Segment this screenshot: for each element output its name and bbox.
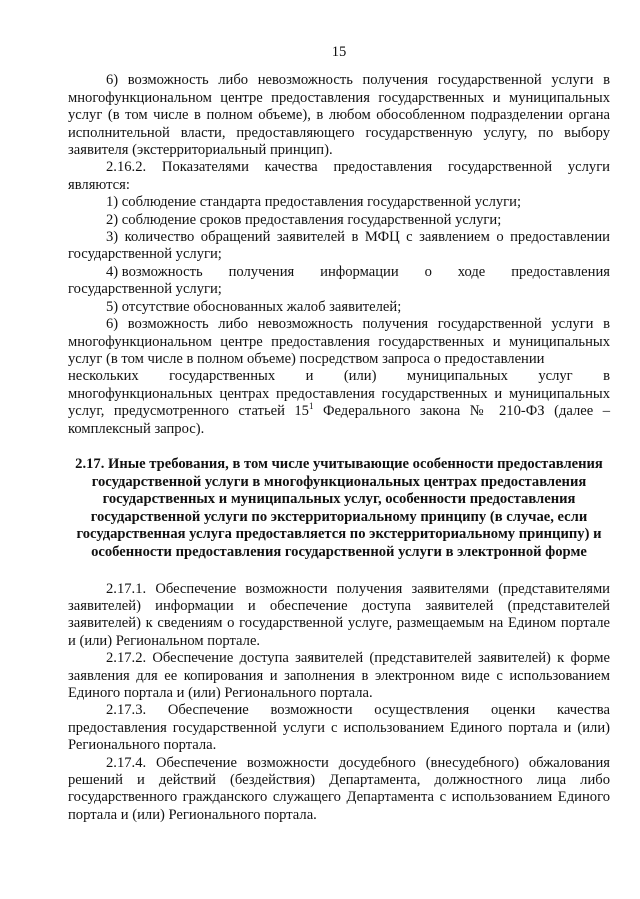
- list-item-4-word: предоставления: [511, 263, 610, 280]
- heading-line: 2.17. Иные требования, в том числе учитывающие особенности предоставления: [75, 455, 603, 472]
- paragraph-2-17-2: 2.17.2. Обеспечение доступа заявителей (представителей заявителей) к форме заявления для ее копирования и заполнения в электронном виде с использованием Единого портала и (или) Регионального портала.: [68, 650, 610, 701]
- paragraph-2-17-3-word: Обеспечение: [167, 702, 249, 719]
- list-item-5: 5) отсутствие обоснованных жалоб заявителей;: [106, 298, 402, 315]
- paragraph-2-16-2: 2.16.2. Показателями качества предоставления государственной услуги являются:: [68, 159, 610, 193]
- page-number: 15: [331, 44, 347, 60]
- list-item-4-word: 4) возможность: [106, 263, 203, 280]
- paragraph-2-17-1: 2.17.1. Обеспечение возможности получения заявителями (представителями заявителей) информации и обеспечение доступа заявителей (представителей заявителей) к сведениям о государственной услуге, размещаемым на Едином портале и (или) Региональном портале.: [68, 580, 610, 649]
- list-item-6-word: в: [603, 368, 610, 385]
- list-item-6-word: и: [305, 368, 314, 385]
- list-item-6-word: муниципальных: [406, 368, 508, 385]
- list-item-4-line: [68, 264, 610, 281]
- paragraph-2-17-3-end: предоставления государственной услуги с использованием Единого портала и (или) Регионального портала.: [68, 719, 610, 754]
- list-item-2: 2) соблюдение сроков предоставления государственной услуги;: [106, 211, 502, 228]
- list-item-4-word: о: [424, 263, 432, 280]
- paragraph-2-17-3-line: [68, 702, 610, 719]
- list-item-6-word: услуг: [538, 368, 573, 385]
- list-item-6-word: (или): [343, 368, 377, 385]
- heading-line: государственной услуги в многофункциональных центрах предоставления: [91, 473, 587, 490]
- paragraph-2-17-3-word: 2.17.3.: [106, 702, 147, 719]
- list-item-4-word: получения: [228, 263, 295, 280]
- list-item-6-line: [68, 368, 610, 385]
- list-item-6-part-a: 6) возможность либо невозможность получения государственной услуги в многофункциональном центре предоставления государственных и муниципальных услуг (в том числе в полном объеме) посредством запроса о предоставлении: [68, 316, 610, 367]
- paragraph-2-17-3-word: возможности: [270, 702, 353, 719]
- section-heading-2-17: [68, 456, 610, 562]
- list-item-4-word: ходе: [457, 263, 486, 280]
- list-item-6-text-end: Федерального закона № 210-ФЗ (далее – комплексный запрос).: [68, 403, 611, 437]
- list-item-6-part-b: [68, 386, 610, 438]
- heading-line: государственной услуги по экстерриториальному принципу (в случае, если: [90, 508, 588, 525]
- heading-line: особенности предоставления государственной услуги в электронной форме: [91, 543, 587, 560]
- paragraph-2-17-3-word: качества: [556, 702, 610, 719]
- list-item-4-end: государственной услуги;: [68, 281, 222, 298]
- list-item-6-word: нескольких: [68, 368, 139, 385]
- heading-line: государственных и муниципальных услуг, особенности предоставления: [102, 491, 576, 508]
- paragraph-2-17-3-word: осуществления: [374, 702, 470, 719]
- list-item-6-word: государственных: [169, 368, 276, 385]
- list-item-3: 3) количество обращений заявителей в МФЦ с заявлением о предоставлении государственной услуги;: [68, 229, 610, 263]
- heading-line: государственная услуга предоставляется по экстерриториальному принципу) и: [76, 526, 602, 543]
- paragraph-2-17-4: 2.17.4. Обеспечение возможности досудебного (внесудебного) обжалования решений и действий (бездействия) Департамента, должностного лица либо государственного гражданского служащего Департамента с использованием Единого портала и (или) Регионального портала.: [68, 754, 610, 823]
- paragraph-2-17-3-word: оценки: [490, 702, 536, 719]
- list-item-6-text: многофункциональных центрах предоставления государственных и муниципальных услуг, предусмотренного статьей 15: [68, 385, 610, 420]
- list-item-4-word: информации: [320, 263, 399, 280]
- footnote-superscript: 1: [308, 401, 314, 412]
- paragraph-item-6: 6) возможность либо невозможность получения государственной услуги в многофункциональном центре предоставления государственных и муниципальных услуг (в том числе в полном объеме), в любом обособленном подразделении органа исполнительной власти, предоставляющего государственную услугу, по выбору заявителя (экстерриториальный принцип).: [68, 72, 610, 159]
- list-item-1: 1) соблюдение стандарта предоставления государственной услуги;: [106, 194, 522, 211]
